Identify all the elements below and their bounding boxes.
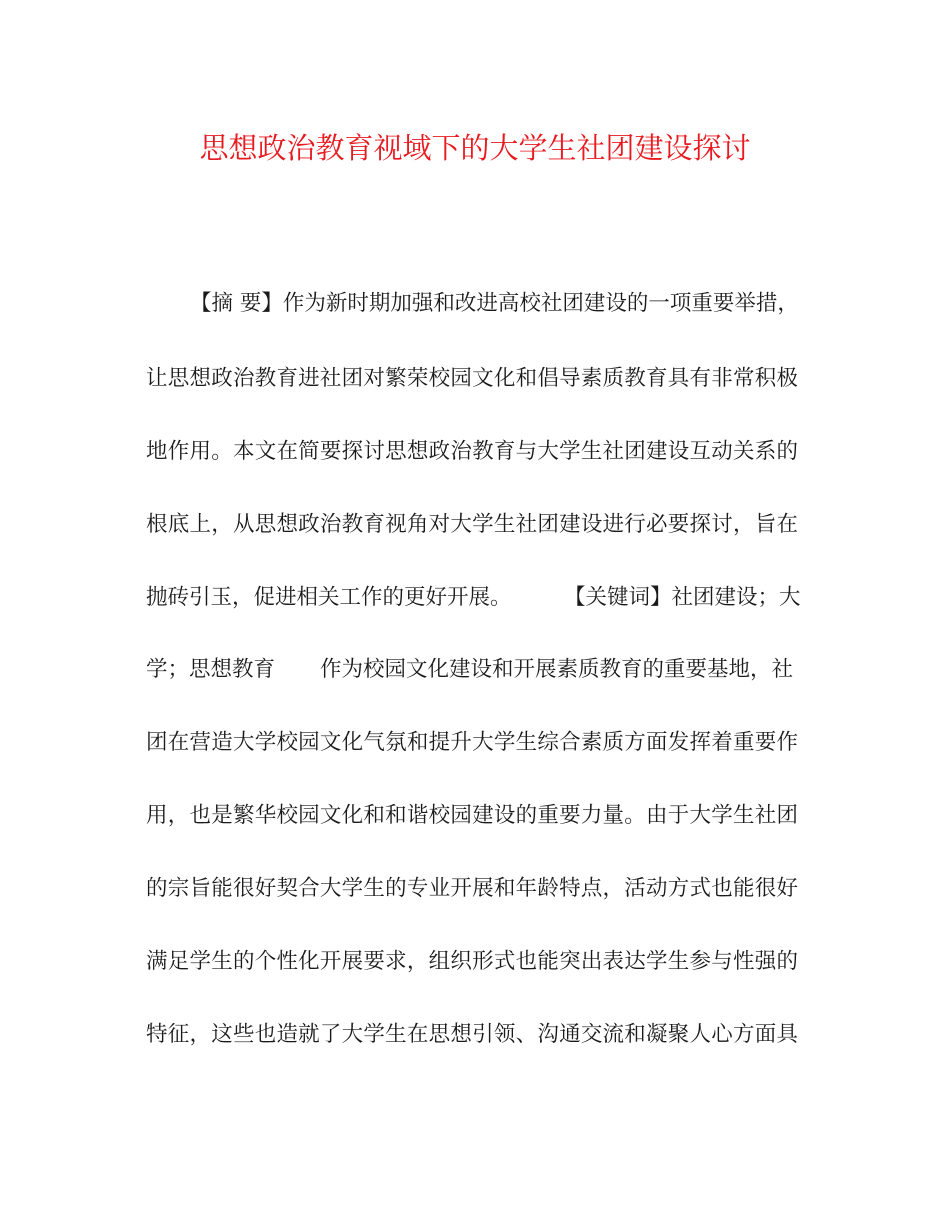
paragraph-line: 让思想政治教育进社团对繁荣校园文化和倡导素质教育具有非常积极 <box>146 366 798 391</box>
keywords-label: 【关键词】社团建设；大 <box>564 585 801 610</box>
keywords-end-text: 学；思想教育 <box>146 657 276 682</box>
paragraph-line: 团在营造大学校园文化气氛和提升大学生综合素质方面发挥着重要作 <box>146 730 798 755</box>
paragraph-line: 地作用。本文在简要探讨思想政治教育与大学生社团建设互动关系的 <box>146 439 798 464</box>
paragraph-line: 根底上，从思想政治教育视角对大学生社团建设进行必要探讨，旨在 <box>146 512 798 537</box>
body-paragraph-start: 作为校园文化建设和开展素质教育的重要基地，社 <box>320 657 794 682</box>
abstract-end-text: 抛砖引玉，促进相关工作的更好开展。 <box>146 585 512 610</box>
paragraph-line-keywords-cont <box>146 650 798 690</box>
paragraph-line: 【摘 要】作为新时期加强和改进高校社团建设的一项重要举措， <box>190 291 799 316</box>
paragraph-line: 的宗旨能很好契合大学生的专业开展和年龄特点，活动方式也能很好 <box>146 876 798 901</box>
paragraph-line-keywords <box>146 578 801 618</box>
page-title: 思想政治教育视域下的大学生社团建设探讨 <box>199 131 751 165</box>
paragraph-line: 特征，这些也造就了大学生在思想引领、沟通交流和凝聚人心方面具 <box>146 1022 798 1047</box>
paragraph-line: 满足学生的个性化开展要求，组织形式也能突出表达学生参与性强的 <box>146 949 798 974</box>
paragraph-line: 用，也是繁华校园文化和和谐校园建设的重要力量。由于大学生社团 <box>146 803 798 828</box>
